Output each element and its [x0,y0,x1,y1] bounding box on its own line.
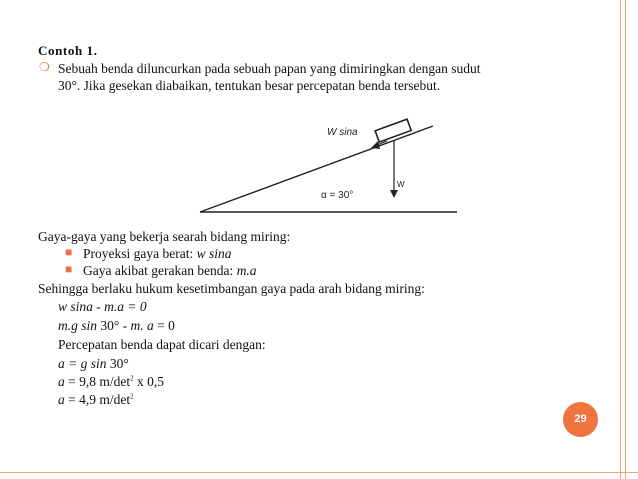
equation-2: m.g sin 30° - m. a = 0 [58,318,175,333]
equation-3: a = g sin 30° [58,356,129,371]
problem-line-1: Sebuah benda diluncurkan pada sebuah papan yang dimiringkan dengan sudut [58,61,481,76]
slide-border-right [620,0,626,479]
page-number-badge: 29 [563,402,598,437]
equilibrium-law: Sehingga berlaku hukum kesetimbangan gaya pada arah bidang miring: [38,281,425,296]
bullet-2: Gaya akibat gerakan benda: m.a [83,263,257,278]
inclined-plane-diagram [195,118,465,218]
bullet-1-icon: ■ [65,245,73,259]
equation-5: a = 4,9 $m/\det^2$ [58,392,134,407]
bullet-2-icon: ■ [65,262,73,276]
incline-line [200,126,433,212]
forces-intro: Gaya-gaya yang bekerja searah bidang miring: [38,229,291,244]
block [375,119,411,142]
equation-4: a = 9,8 $m/\det^2$ x 0,5 [58,374,164,389]
label-angle: α = 30° [321,190,354,201]
slide-border-bottom [0,472,638,473]
bullet-1: Proyeksi gaya berat: w sina [83,246,232,261]
weight-arrowhead [390,190,398,198]
label-wsina: W sina [327,127,358,138]
problem-line-2: 30°. Jika gesekan diabaikan, tentukan besar percepatan benda tersebut. [58,78,441,93]
acceleration-intro: Percepatan benda dapat dicari dengan: [58,337,266,352]
label-w: W [397,180,405,189]
equation-1: w sina - m.a = 0 [58,299,147,314]
problem-bullet-icon: ❍ [39,60,50,74]
example-heading: Contoh 1. [38,43,98,58]
